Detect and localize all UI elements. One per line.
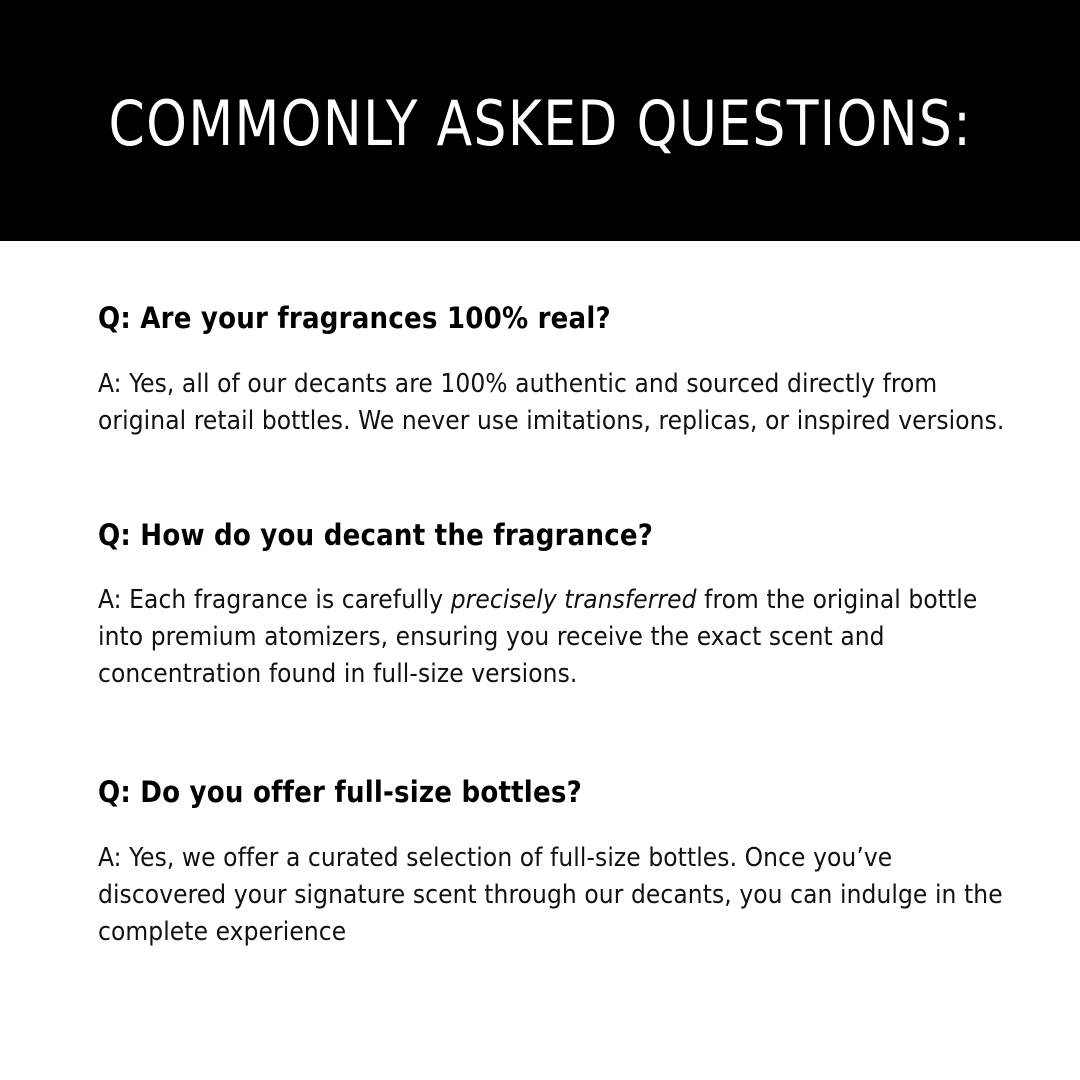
faq-question: Q: Do you offer full-size bottles? <box>98 775 582 810</box>
faq-answer-tail: from the original bottle into premium atomizers, ensuring you receive the exact scent and concentration found in full-size versions. <box>98 585 978 690</box>
header-band <box>0 0 1080 241</box>
faq-list <box>0 241 1080 951</box>
section-spacer <box>98 745 1006 775</box>
faq-item <box>98 518 1006 694</box>
faq-question: Q: How do you decant the fragrance? <box>98 517 654 552</box>
faq-item <box>98 775 1006 951</box>
section-spacer <box>98 492 1006 518</box>
faq-answer <box>98 366 1006 440</box>
faq-answer-text: A: Each fragrance is carefully <box>98 585 451 616</box>
faq-answer-text: A: Yes, we offer a curated selection of full-size bottles. Once you’ve discovered your signature scent through our decants, you can indulge in the complete experience <box>98 842 1003 947</box>
page-title: COMMONLY ASKED QUESTIONS: <box>108 86 972 160</box>
faq-answer <box>98 582 1006 693</box>
faq-answer-text: A: Yes, all of our decants are 100% authentic and sourced directly from original retail bottles. We never use imitations, replicas, or inspired versions. <box>98 368 1005 436</box>
faq-item <box>98 301 1006 440</box>
faq-answer-emphasis: precisely transferred <box>450 585 697 616</box>
faq-answer <box>98 840 1006 951</box>
faq-question: Q: Are your fragrances 100% real? <box>98 301 611 335</box>
